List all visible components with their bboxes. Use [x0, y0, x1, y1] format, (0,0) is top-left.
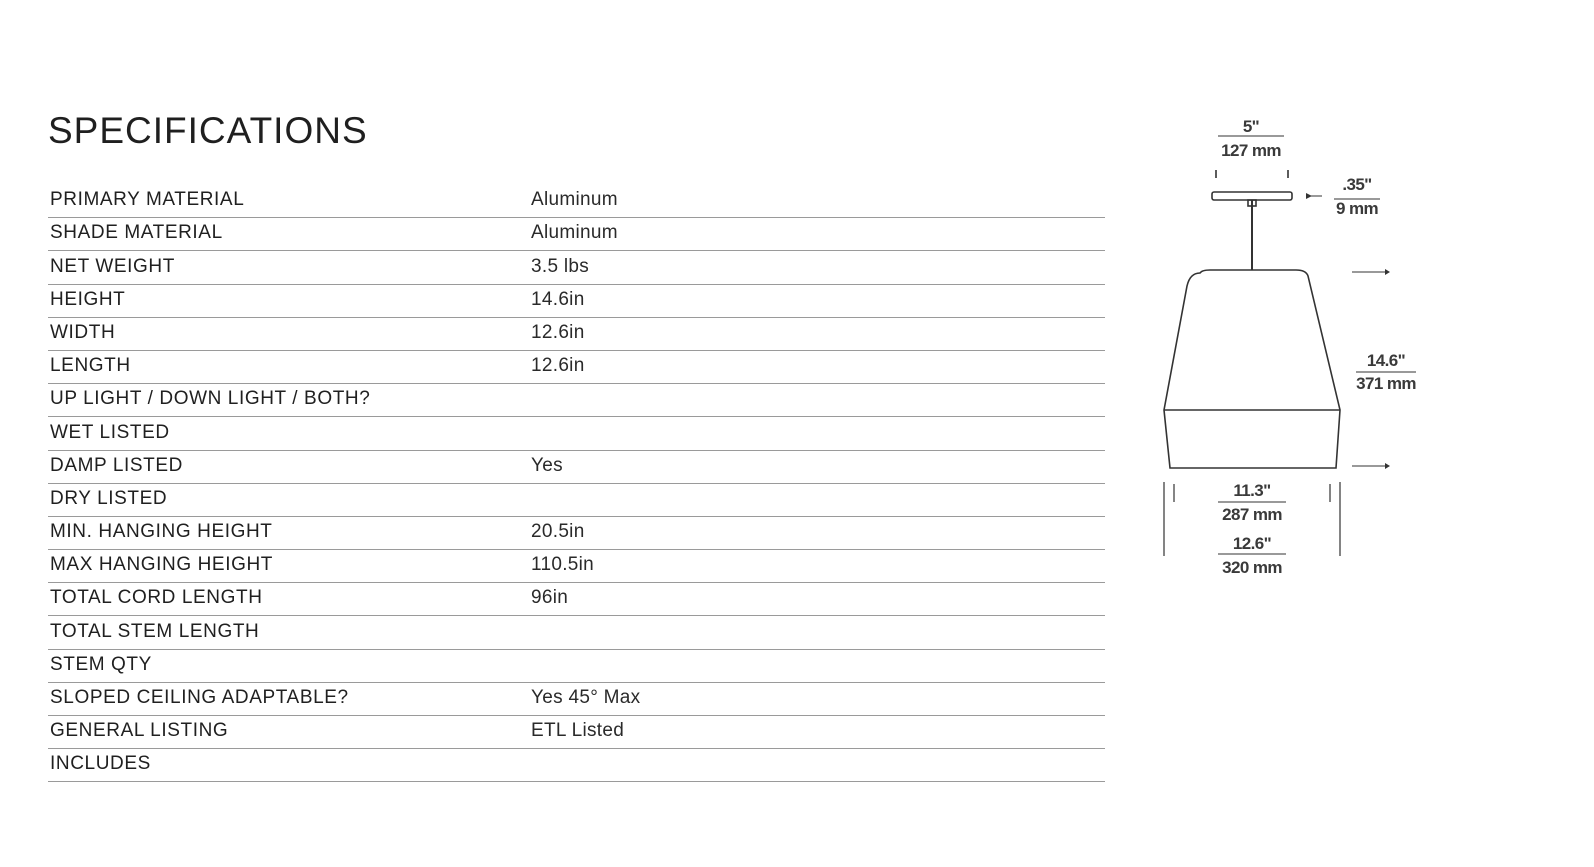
- height-arrow-bottom: [1385, 463, 1390, 469]
- spec-label: TOTAL CORD LENGTH: [50, 587, 263, 609]
- spec-row: [48, 185, 1105, 218]
- spec-value: 3.5 lbs: [531, 255, 590, 277]
- spec-row: [48, 517, 1105, 550]
- height-arrow-top: [1385, 269, 1390, 275]
- spec-row: [48, 451, 1105, 484]
- spec-row: [48, 650, 1105, 683]
- spec-row: [48, 318, 1105, 351]
- spec-row: [48, 218, 1105, 251]
- spec-value: Yes 45° Max: [531, 687, 641, 708]
- shade: [1164, 270, 1340, 468]
- spec-label: NET WEIGHT: [50, 255, 175, 277]
- width-mm: 320 mm: [1222, 558, 1282, 577]
- canopy-width-in: 5": [1242, 117, 1260, 136]
- page-title: SPECIFICATIONS: [48, 110, 368, 151]
- spec-value: 14.6in: [531, 288, 585, 310]
- spec-row: [48, 716, 1105, 749]
- spec-label: LENGTH: [50, 355, 131, 377]
- spec-value: ETL Listed: [531, 720, 625, 742]
- spec-value: 96in: [531, 587, 569, 609]
- bottom-width-in: 11.3": [1233, 481, 1271, 500]
- spec-label: WET LISTED: [50, 421, 170, 443]
- canopy-arrow: [1306, 193, 1312, 199]
- canopy: [1212, 192, 1292, 200]
- spec-label: PRIMARY MATERIAL: [50, 189, 245, 211]
- spec-label: TOTAL STEM LENGTH: [50, 620, 260, 642]
- width-in: 12.6": [1232, 534, 1272, 553]
- spec-row: [48, 417, 1105, 450]
- spec-label: SHADE MATERIAL: [50, 222, 223, 244]
- spec-label: MAX HANGING HEIGHT: [50, 554, 273, 576]
- spec-label: UP LIGHT / DOWN LIGHT / BOTH?: [50, 388, 371, 410]
- spec-row: [48, 683, 1105, 716]
- spec-label: DAMP LISTED: [50, 454, 183, 476]
- spec-label: SLOPED CEILING ADAPTABLE?: [50, 687, 349, 708]
- spec-row: [48, 351, 1105, 384]
- height-mm: 371 mm: [1356, 374, 1416, 393]
- canopy-width-mm: 127 mm: [1221, 141, 1281, 160]
- specifications-table: [48, 185, 1105, 782]
- spec-row: [48, 384, 1105, 417]
- spec-row: [48, 484, 1105, 517]
- spec-value: 12.6in: [531, 321, 585, 343]
- spec-row: [48, 583, 1105, 616]
- spec-label: STEM QTY: [50, 653, 152, 675]
- spec-value: 110.5in: [531, 554, 595, 576]
- spec-value: Yes: [531, 454, 563, 476]
- spec-row: [48, 550, 1105, 583]
- spec-value: Aluminum: [531, 222, 618, 244]
- spec-value: Aluminum: [531, 189, 618, 211]
- spec-row: [48, 749, 1105, 782]
- spec-value: 12.6in: [531, 355, 585, 377]
- canopy-height-mm: 9 mm: [1335, 199, 1379, 218]
- canopy-height-in: .35": [1342, 175, 1372, 194]
- spec-label: DRY LISTED: [50, 487, 168, 509]
- dimension-drawing: [1140, 110, 1450, 590]
- spec-row: [48, 616, 1105, 649]
- bottom-width-mm: 287 mm: [1222, 505, 1282, 524]
- spec-label: MIN. HANGING HEIGHT: [50, 521, 273, 543]
- spec-row: [48, 251, 1105, 284]
- height-in: 14.6": [1366, 351, 1406, 370]
- spec-label: HEIGHT: [50, 288, 126, 310]
- spec-label: GENERAL LISTING: [50, 720, 229, 742]
- spec-row: [48, 285, 1105, 318]
- spec-value: 20.5in: [531, 521, 585, 543]
- spec-label: INCLUDES: [50, 753, 151, 775]
- spec-label: WIDTH: [50, 321, 116, 343]
